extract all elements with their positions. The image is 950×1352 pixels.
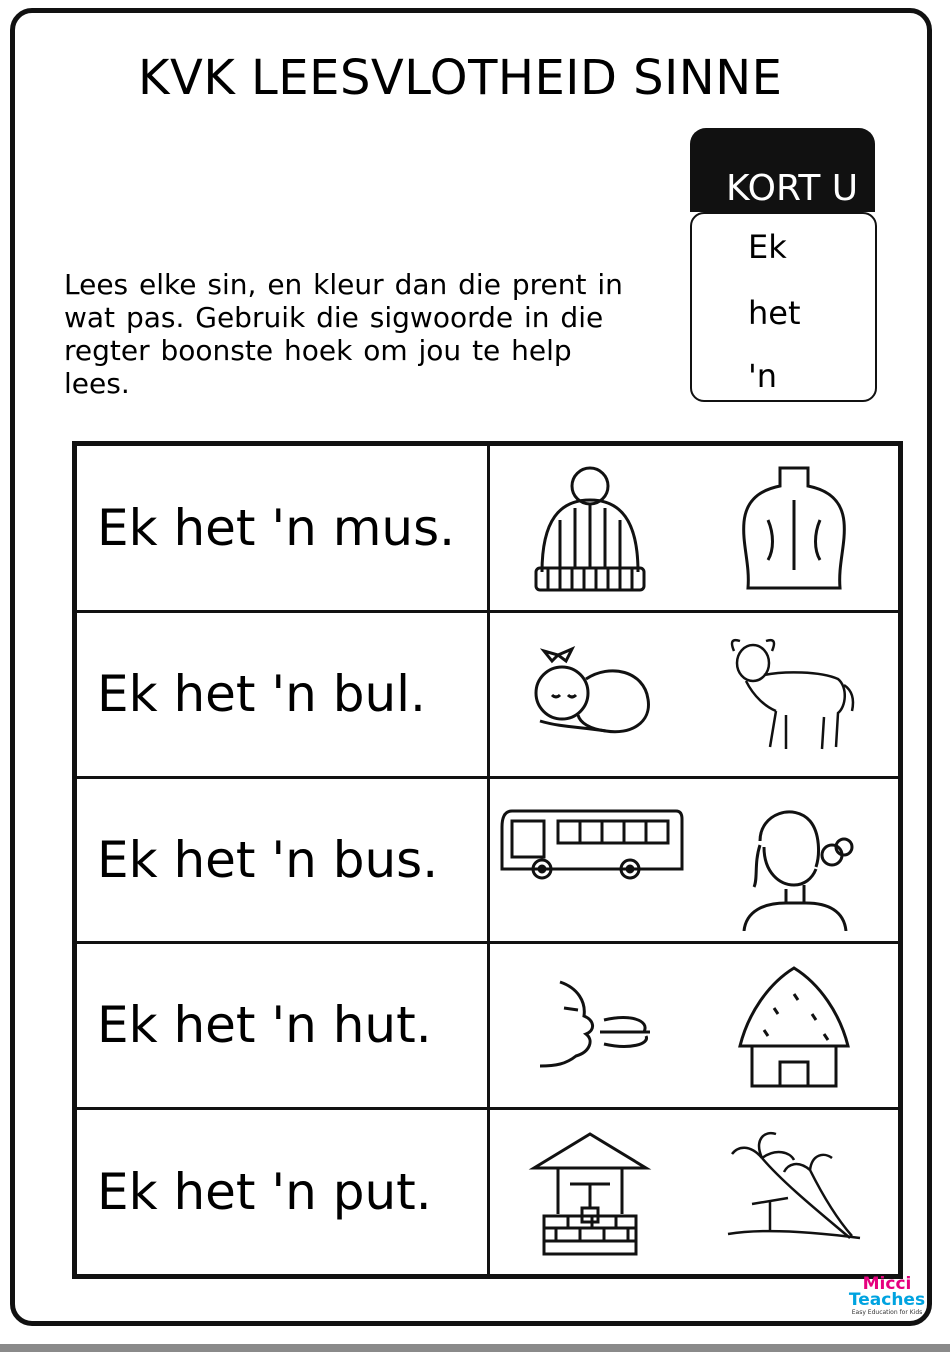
woman-sneezing-icon[interactable] <box>724 793 864 931</box>
sight-word: 'n <box>748 357 778 395</box>
table-row <box>75 612 901 778</box>
logo-line-2: Teaches <box>848 1290 926 1310</box>
bottom-rule <box>0 1344 950 1352</box>
picture-cell <box>489 777 901 943</box>
palm-beach-icon[interactable] <box>724 1124 864 1262</box>
table-row <box>75 943 901 1109</box>
instructions-text: Lees elke sin, en kleur dan die prent in wat pas. Gebruik die sigwoorde in die regter boonste hoek om jou te help lees. <box>64 268 623 400</box>
table-row <box>75 444 901 612</box>
picture-cell <box>489 444 901 612</box>
sentence-cell <box>75 444 489 612</box>
sleeping-baby-icon[interactable] <box>520 627 660 765</box>
sentence-text: Ek het 'n put. <box>97 1162 432 1221</box>
grass-hut-icon[interactable] <box>724 958 864 1096</box>
sentence-text: Ek het 'n mus. <box>97 499 456 558</box>
sight-words-header <box>690 128 875 212</box>
table-row <box>75 777 901 943</box>
sentence-text: Ek het 'n bul. <box>97 665 426 724</box>
micci-teaches-logo <box>846 1276 928 1324</box>
sentence-cell <box>75 1108 489 1276</box>
water-well-icon[interactable] <box>520 1124 660 1262</box>
sight-word: het <box>748 294 801 332</box>
sentence-cell <box>75 777 489 943</box>
bare-back-icon[interactable] <box>724 460 864 598</box>
picture-cell <box>489 943 901 1109</box>
sentence-text: Ek het 'n bus. <box>97 830 439 889</box>
blowing-face-icon[interactable] <box>520 958 660 1096</box>
sentence-cell <box>75 943 489 1109</box>
bus-icon[interactable] <box>498 793 684 931</box>
beanie-hat-icon[interactable] <box>520 460 660 598</box>
picture-cell <box>489 612 901 778</box>
sentence-text: Ek het 'n hut. <box>97 996 432 1055</box>
sentence-cell <box>75 612 489 778</box>
logo-line-1: Micci <box>862 1274 912 1294</box>
sentence-table <box>72 441 903 1279</box>
picture-cell <box>489 1108 901 1276</box>
sight-word: Ek <box>748 228 787 266</box>
table-row <box>75 1108 901 1276</box>
sight-words-box <box>690 212 877 402</box>
sight-words-header-label: KORT U <box>726 168 859 209</box>
bull-icon[interactable] <box>724 627 864 765</box>
logo-tagline: Easy Education for Kids <box>851 1309 923 1316</box>
worksheet-title: KVK LEESVLOTHEID SINNE <box>138 50 783 106</box>
